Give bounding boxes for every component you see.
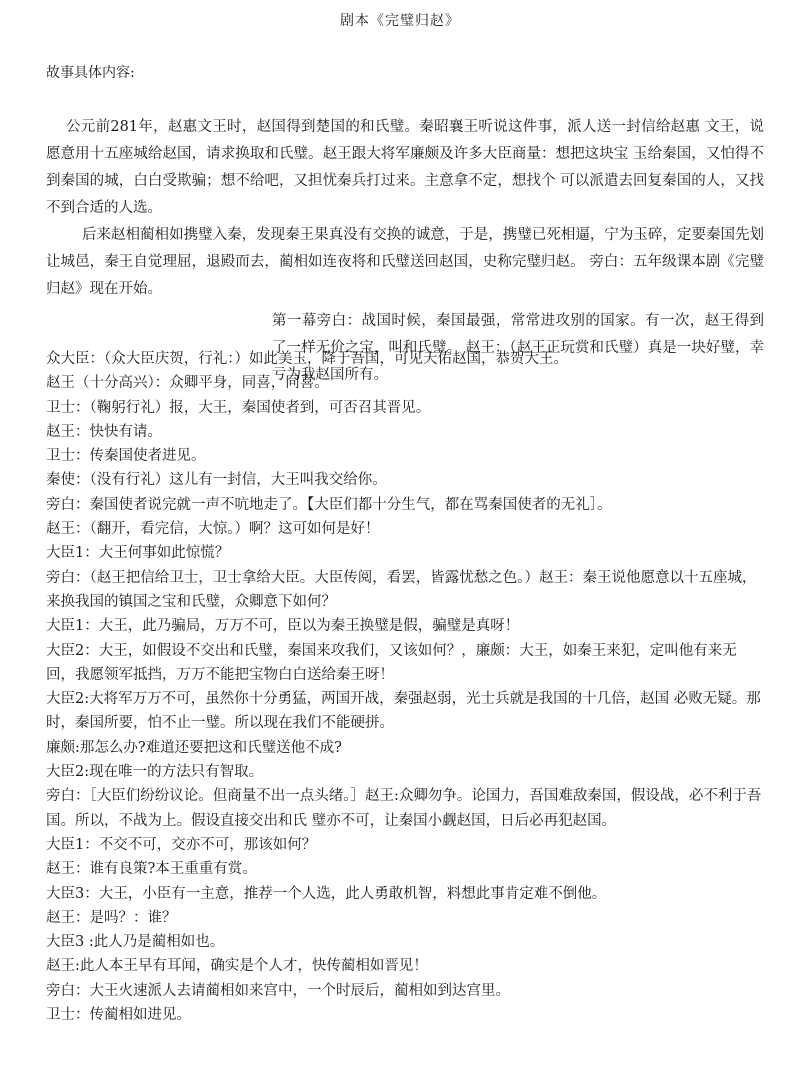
document-title: 剧本《完璧归赵》 bbox=[340, 13, 460, 29]
dialogue-line: 大臣1：不交不可，交亦不可，那该如何？ bbox=[46, 836, 317, 853]
dialogue-line: 卫士：传秦国使者进见。 bbox=[46, 448, 206, 465]
dialogue-line: 卫士：（鞠躬行礼）报，大王，秦国使者到，可否召其晋见。 bbox=[46, 399, 431, 416]
dialogue-line: 赵王（十分高兴）：众卿平身，同喜，同喜。 bbox=[46, 375, 329, 392]
dialogue-line: 大臣2：大王，如假设不交出和氏璧，秦国来攻我们，又该如何？，廉颇：大王，如秦王来犯，定叫他有来无回，我愿领军抵挡，万万不能把宝物白白送给秦王呀！ bbox=[46, 642, 737, 683]
act-one-narration: 第一幕旁白：战国时候，秦国最强，常常进攻别的国家。有一次，赵王得到了一样无价之宝，叫和氏璧。 赵王：（赵王正玩赏和氏璧）真是一块好璧，幸亏为我赵国所有。 bbox=[272, 312, 764, 383]
dialogue-line: 大臣2:大将军万万不可，虽然你十分勇猛，两国开战，秦强赵弱，光士兵就是我国的十几倍，赵国 必败无疑。那时，秦国所要，怕不止一璧。所以现在我们不能硬拼。 bbox=[46, 691, 761, 732]
dialogue-line: 赵王：快快有请。 bbox=[46, 423, 162, 440]
dialogue-line: 卫士：传蔺相如进见。 bbox=[46, 1007, 191, 1024]
section-heading: 故事具体内容: bbox=[46, 65, 135, 81]
intro-paragraph: 公元前281年，赵惠文王时，赵国得到楚国的和氏璧。秦昭襄王听说这件事，派人送一封信给赵惠 文王，说愿意用十五座城给赵国，请求换取和氏璧。赵王跟大将军廉颇及许多大臣商量：想把这块宝 玉给秦国，又怕得不到秦国的城，白白受欺骗；想不给吧，又担忧秦兵打过来。主意拿不定，想找个 可以派遣去回复秦国的人，又找不到合适的人选。 bbox=[46, 118, 764, 216]
dialogue-line: 秦使：（没有行礼）这儿有一封信，大王叫我交给你。 bbox=[46, 472, 387, 489]
dialogue-line: 旁白：大王火速派人去请蔺相如来宫中，一个时辰后，蔺相如到达宫里。 bbox=[46, 982, 510, 999]
story-paragraph: 后来赵相蔺相如携璧入秦，发现秦王果真没有交换的诚意，于是，携璧已死相逼，宁为玉碎，定要秦国先划让城邑，秦王自觉理屈，退殿而去，蔺相如连夜将和氏璧送回赵国，史称完璧归赵。 旁白：五年级课本剧《完璧归赵》现在开始。 bbox=[46, 226, 764, 297]
dialogue-block bbox=[46, 347, 764, 1027]
dialogue-line: 廉颇:那怎么办?难道还要把这和氏璧送他不成? bbox=[46, 739, 342, 756]
dialogue-line: 旁白：［大臣们纷纷议论。但商量不出一点头绪。］赵王:众卿勿争。论国力，吾国难敌秦国，假设战，必不利于吾国。所以，不战为上。假设直接交出和氏 璧亦不可，让秦国小觑赵国，日后必再犯赵国。 bbox=[46, 788, 762, 829]
dialogue-line: 大臣3 :此人乃是蔺相如也。 bbox=[46, 934, 225, 951]
dialogue-line: 赵王:此人本王早有耳闻，确实是个人才，快传蔺相如晋见！ bbox=[46, 958, 428, 975]
dialogue-line: 大臣1：大王，此乃骗局，万万不可，臣以为秦王换璧是假，骗璧是真呀！ bbox=[46, 618, 520, 635]
dialogue-line: 赵王：谁有良策?本王重重有赏。 bbox=[46, 861, 257, 878]
dialogue-line: 旁白：秦国使者说完就一声不吭地走了。【大臣们都十分生气，都在骂秦国使者的无礼］。 bbox=[46, 496, 612, 513]
dialogue-line: 众大臣：（众大臣庆贺，行礼：）如此美玉，降于吾国，可见天佑赵国，恭贺大王。 bbox=[46, 351, 568, 367]
dialogue-line: 赵王：（翻开，看完信，大惊。）啊？这可如何是好！ bbox=[46, 521, 380, 538]
dialogue-line: 赵王：是吗？：谁？ bbox=[46, 909, 177, 926]
dialogue-line: 大臣3：大王，小臣有一主意，推荐一个人选，此人勇敢机智，料想此事肯定难不倒他。 bbox=[46, 885, 607, 902]
dialogue-line: 大臣1：大王何事如此惊慌？ bbox=[46, 545, 230, 562]
dialogue-line: 旁白：（赵王把信给卫士，卫士拿给大臣。大臣传阅，看罢，皆露忧愁之色。）赵王：秦王说他愿意以十五座城，来换我国的镇国之宝和氏璧，众卿意下如何？ bbox=[46, 569, 757, 610]
dialogue-line: 大臣2:现在唯一的方法只有智取。 bbox=[46, 764, 264, 781]
